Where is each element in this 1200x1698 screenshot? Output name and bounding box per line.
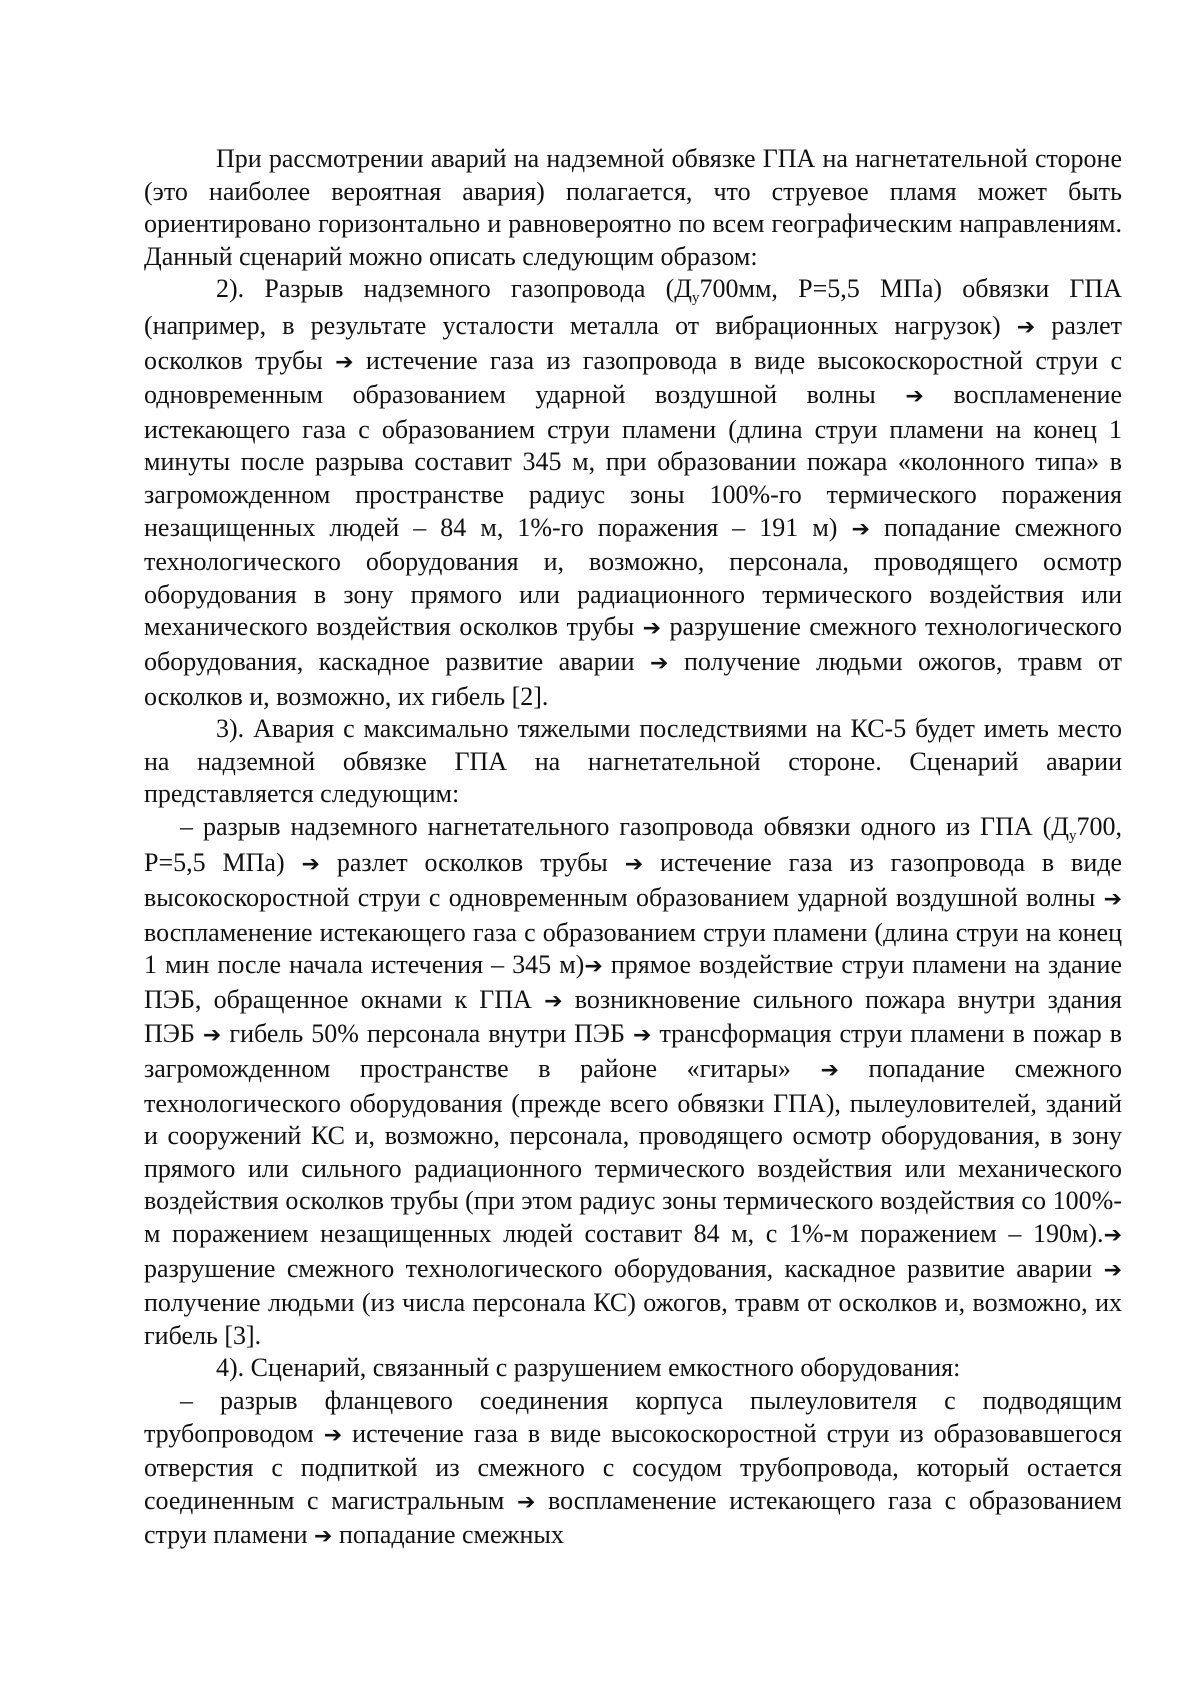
subscript: у: [691, 290, 700, 307]
arrow-right-icon: ➔: [1103, 1223, 1122, 1248]
scenario-3-text: трансформация струи пламени в пожар в загроможденном пространстве в районе «гитары»: [144, 1019, 1123, 1084]
scenario-3-text: – разрыв надземного нагнетательного газопровода обвязки одного из ГПА (Д: [180, 811, 1069, 841]
arrow-right-icon: ➔: [584, 954, 603, 980]
subscript: у: [1069, 827, 1077, 844]
paragraph-scenario-4: [144, 1352, 1122, 1385]
scenario-4-text: воспламенение истекающего газа с образованием струи пламени: [144, 1485, 1123, 1550]
scenario-4-text: – разрыв фланцевого соединения корпуса пылеуловителя с подводящим трубопроводом: [144, 1385, 1122, 1448]
arrow-right-icon: ➔: [301, 852, 320, 878]
arrow-right-icon: ➔: [516, 1489, 536, 1515]
scenario-2-text: истечение газа из газопровода в виде высокоскоростной струи с одновременным образованием ударной воздушной волны: [144, 345, 1123, 410]
scenario-2-text: 2). Разрыв надземного газопровода (Д: [216, 274, 692, 304]
scenario-3-text: 700, Р=5,5 МПа): [144, 811, 1122, 878]
arrow-right-icon: ➔: [820, 1058, 839, 1084]
scenario-3-text: возникновение сильного пожара внутри здания ПЭБ: [144, 984, 1123, 1049]
paragraph-scenario-4-text: 4). Сценарий, связанный с разрушением емкостного оборудования:: [216, 1353, 961, 1383]
scenario-3-text: прямое воздействие струи пламени на здание ПЭБ, обращенное окнами к ГПА: [144, 950, 1122, 1014]
scenario-2-text: 700мм, Р=5,5 МПа) обвязки ГПА (например, в результате усталости металла от вибрационных нагрузок): [144, 274, 1122, 340]
scenario-3-text: истечение газа из газопровода в виде высокоскоростной струи с одновременным образованием ударной воздушной волны: [144, 848, 1123, 913]
arrow-right-icon: ➔: [1103, 887, 1122, 913]
arrow-right-icon: ➔: [642, 616, 662, 642]
scenario-2-text: попадание смежного технологического оборудования и, возможно, персонала, проводящего осмотр оборудования в зону прямого или радиационного термического воздействия или механического воздействия осколков трубы: [144, 512, 1123, 642]
arrow-right-icon: ➔: [1103, 1257, 1122, 1283]
paragraph-intro: [144, 143, 1122, 273]
scenario-2-text: получение людьми ожогов, травм от осколков и, возможно, их гибель [2].: [144, 646, 1122, 711]
scenario-2-text: разрушение смежного технологического оборудования, каскадное развитие аварии: [144, 612, 1122, 676]
arrow-right-icon: ➔: [905, 384, 924, 410]
paragraph-intro-text: При рассмотрении аварий на надземной обвязке ГПА на нагнетательной стороне (это наиболее вероятная авария) полагается, что струевое пламя может быть ориентировано горизонтально и равновероятно по всем географическим направлениям. Данный сценарий можно описать следующим образом:: [144, 144, 1122, 271]
arrow-right-icon: ➔: [650, 650, 669, 676]
scenario-2-text: воспламенение истекающего газа с образованием струи пламени (длина струи пламени на конец 1 минуты после разрыва составит 345 м, при образовании пожара «колонного типа» в загроможденном пространстве радиус зоны 100%-го термического поражения незащищенных людей – 84 м, 1%-го поражения – 191 м): [144, 380, 1122, 542]
arrow-right-icon: ➔: [202, 1023, 222, 1049]
scenario-3-text: разрушение смежного технологического оборудования, каскадное развитие аварии: [144, 1253, 1093, 1283]
scenario-4-text: попадание смежных: [338, 1520, 564, 1550]
arrow-right-icon: ➔: [335, 349, 354, 375]
list-item-scenario-3: [144, 811, 1122, 1353]
arrow-right-icon: ➔: [851, 516, 870, 542]
scenario-3-text: разлет осколков трубы: [336, 848, 608, 878]
arrow-right-icon: ➔: [1016, 314, 1036, 340]
paragraph-scenario-3: [144, 713, 1122, 811]
scenario-3-text: воспламенение истекающего газа с образованием струи пламени (длина струи на конец 1 мин после начала истечения – 345 м): [144, 917, 1122, 980]
scenario-2-text: разлет осколков трубы: [144, 310, 1122, 375]
paragraph-scenario-2: [144, 273, 1122, 713]
arrow-right-icon: ➔: [624, 852, 644, 878]
document-page: [144, 143, 1122, 1554]
arrow-right-icon: ➔: [314, 1524, 333, 1550]
scenario-3-text: гибель 50% персонала внутри ПЭБ: [229, 1019, 625, 1049]
scenario-3-text: попадание смежного технологического оборудования (прежде всего обвязки ГПА), пылеуловителей, зданий и сооружений КС и, возможно, персонала, проводящего осмотр оборудования, в зону прямого или сильного радиационного термического воздействия или механического воздействия осколков трубы (при этом радиус зоны термического воздействия со 100%-м поражением незащищенных людей составит 84 м, с 1%-м поражением – 190м).: [144, 1054, 1123, 1248]
paragraph-scenario-3-text: 3). Авария с максимально тяжелыми последствиями на КС-5 будет иметь место на надземной обвязке ГПА на нагнетательной стороне. Сценарий аварии представляется следующим:: [144, 714, 1122, 809]
list-item-scenario-4: [144, 1385, 1122, 1554]
arrow-right-icon: ➔: [544, 988, 563, 1014]
arrow-right-icon: ➔: [632, 1023, 652, 1049]
arrow-right-icon: ➔: [323, 1422, 343, 1448]
scenario-4-text: истечение газа в виде высокоскоростной струи из образовавшегося отверстия с подпиткой из смежного с сосудом трубопровода, который остается соединенным с магистральным: [144, 1418, 1122, 1515]
scenario-3-text: получение людьми (из числа персонала КС) ожогов, травм от осколков и, возможно, их гибель [3].: [144, 1288, 1122, 1350]
